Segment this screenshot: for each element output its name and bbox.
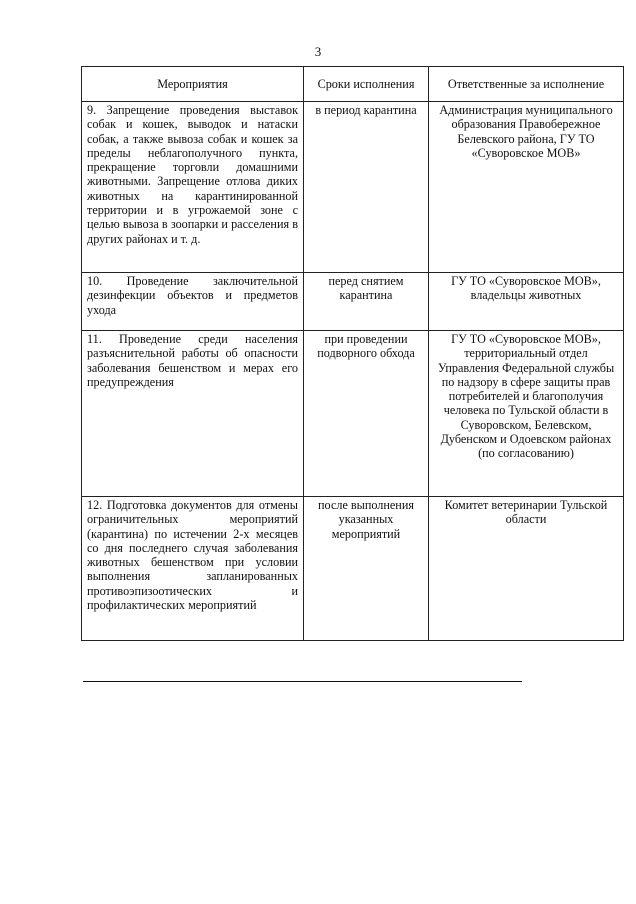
table-header-row	[82, 67, 624, 102]
responsible-cell: Комитет ветеринарии Тульской области	[429, 497, 624, 641]
term-cell: после выполнения указанных мероприятий	[304, 497, 429, 641]
measure-cell: 12. Подготовка документов для отмены ограничительных мероприятий (карантина) по истечении 2-х месяцев со дня последнего случая заболевания животных бешенством при условии выполнения запланированных противоэпизоотических и профилактических мероприятий	[82, 497, 304, 641]
header-responsible: Ответственные за исполнение	[429, 67, 624, 102]
term-cell: перед снятием карантина	[304, 273, 429, 331]
closing-rule-line	[83, 681, 522, 682]
header-terms: Сроки исполнения	[304, 67, 429, 102]
term-cell: в период карантина	[304, 102, 429, 273]
responsible-cell: Администрация муниципального образования Правобережное Белевского района, ГУ ТО «Суворовское МОВ»	[429, 102, 624, 273]
table-row	[82, 273, 624, 331]
measures-table	[81, 66, 624, 641]
responsible-cell: ГУ ТО «Суворовское МОВ», территориальный отдел Управления Федеральной службы по надзору в сфере защиты прав потребителей и благополучия человека по Тульской области в Суворовском, Белевском, Дубенском и Одоевском районах (по согласованию)	[429, 331, 624, 497]
term-cell: при проведении подворного обхода	[304, 331, 429, 497]
table-row	[82, 102, 624, 273]
measure-cell: 10. Проведение заключительной дезинфекции объектов и предметов ухода	[82, 273, 304, 331]
page-number: 3	[314, 44, 322, 59]
header-measures: Мероприятия	[82, 67, 304, 102]
table-row	[82, 497, 624, 641]
table-row	[82, 331, 624, 497]
responsible-cell: ГУ ТО «Суворовское МОВ», владельцы животных	[429, 273, 624, 331]
measure-cell: 9. Запрещение проведения выставок собак и кошек, выводок и натаски собак, а также вывоза собак и кошек за пределы неблагополучного пункта, прекращение торговли домашними животными. Запрещение отлова диких животных на карантинированной территории и в угрожаемой зоне с целью вывоза в зоопарки и расселения в других районах и т. д.	[82, 102, 304, 273]
measure-cell: 11. Проведение среди населения разъяснительной работы об опасности заболевания бешенством и мерах его предупреждения	[82, 331, 304, 497]
